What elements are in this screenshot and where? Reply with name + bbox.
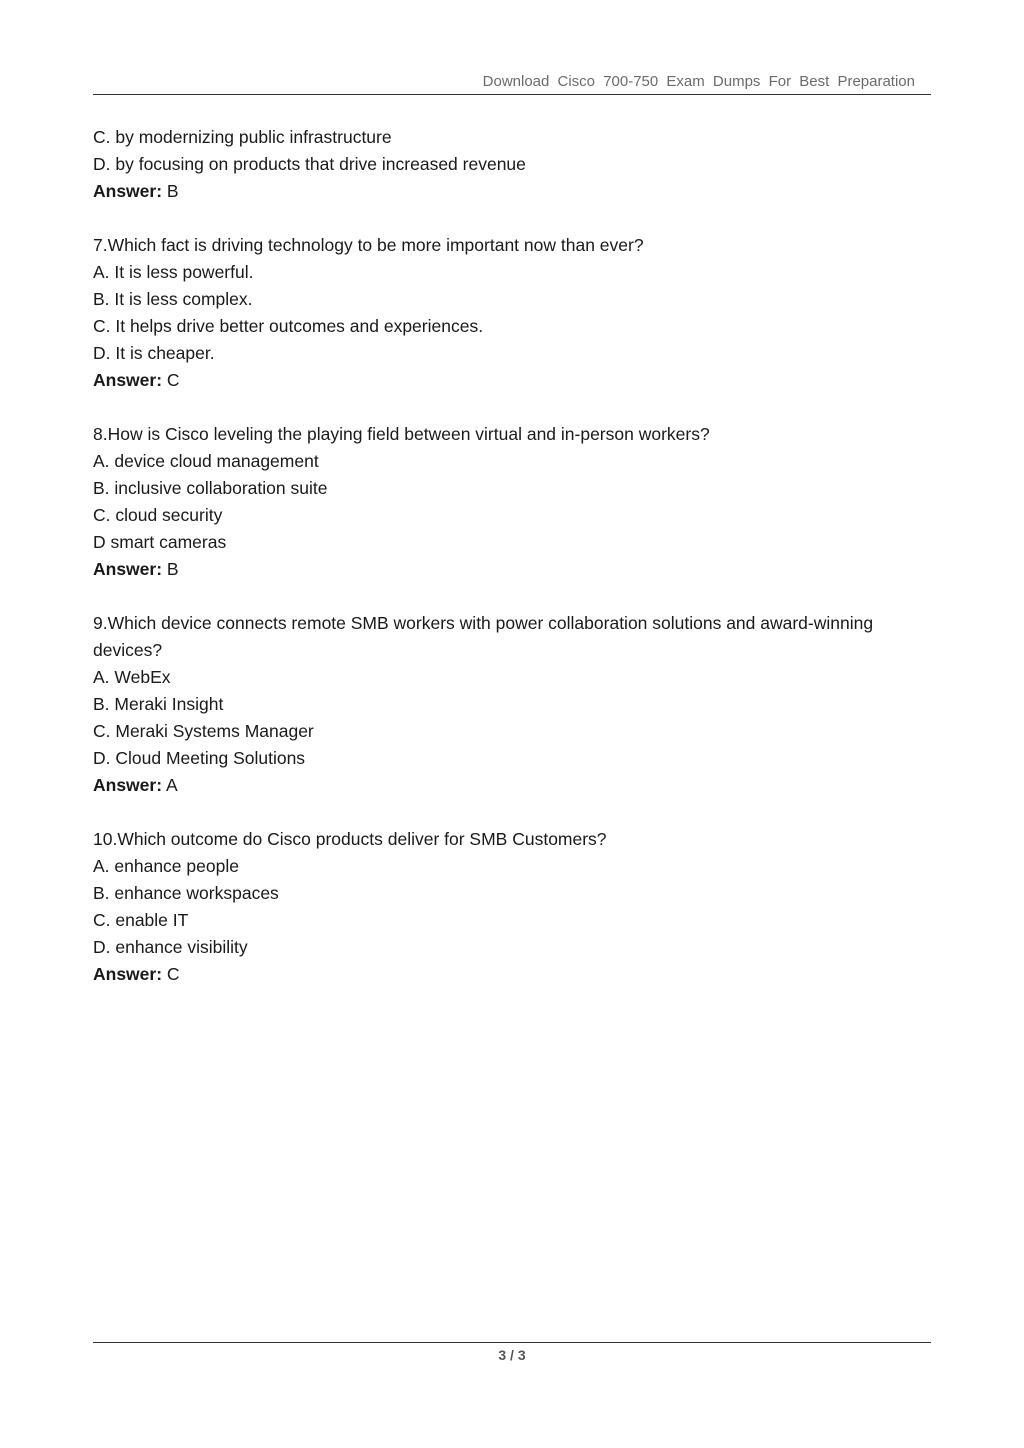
option-c: C. by modernizing public infrastructure <box>93 127 392 147</box>
question-10 <box>93 826 931 988</box>
option-b: B. inclusive collaboration suite <box>93 478 328 498</box>
answer-label: Answer: <box>93 964 163 984</box>
page-number: 3 / 3 <box>498 1347 526 1363</box>
answer-value: B <box>162 181 179 201</box>
answer-label: Answer: <box>93 370 163 390</box>
option-c: C. It helps drive better outcomes and experiences. <box>93 316 484 336</box>
option-a: A. It is less powerful. <box>93 262 254 282</box>
answer-line <box>93 367 931 394</box>
answer-line <box>93 772 931 799</box>
question-7 <box>93 232 931 394</box>
question-text: 9.Which device connects remote SMB workers with power collaboration solutions and award-winning devices? <box>93 613 874 660</box>
option-a: A. device cloud management <box>93 451 319 471</box>
option-a: A. WebEx <box>93 667 171 687</box>
answer-line <box>93 556 931 583</box>
answer-value: A <box>162 775 178 795</box>
option-c: C. Meraki Systems Manager <box>93 721 314 741</box>
answer-label: Answer: <box>93 559 163 579</box>
option-d: D. enhance visibility <box>93 937 248 957</box>
option-b: B. Meraki Insight <box>93 694 224 714</box>
option-c: C. enable IT <box>93 910 189 930</box>
option-b: B. It is less complex. <box>93 289 253 309</box>
option-a: A. enhance people <box>93 856 239 876</box>
answer-label: Answer: <box>93 775 163 795</box>
header-title: Download Cisco 700-750 Exam Dumps For Best Preparation <box>482 73 915 90</box>
question-continuation <box>93 124 931 205</box>
option-d: D. Cloud Meeting Solutions <box>93 748 306 768</box>
answer-line <box>93 178 931 205</box>
question-8 <box>93 421 931 583</box>
page-header <box>93 72 931 95</box>
answer-value: B <box>162 559 179 579</box>
question-text: 10.Which outcome do Cisco products deliver for SMB Customers? <box>93 829 607 849</box>
option-b: B. enhance workspaces <box>93 883 279 903</box>
answer-value: C <box>162 370 180 390</box>
question-text: 7.Which fact is driving technology to be more important now than ever? <box>93 235 644 255</box>
question-text: 8.How is Cisco leveling the playing field between virtual and in-person workers? <box>93 424 710 444</box>
question-9 <box>93 610 931 799</box>
option-c: C. cloud security <box>93 505 223 525</box>
option-d: D smart cameras <box>93 532 227 552</box>
option-d: D. It is cheaper. <box>93 343 215 363</box>
page-footer <box>93 1342 931 1363</box>
answer-line <box>93 961 931 988</box>
document-body <box>93 124 931 1015</box>
answer-label: Answer: <box>93 181 163 201</box>
answer-value: C <box>162 964 180 984</box>
option-d: D. by focusing on products that drive increased revenue <box>93 154 526 174</box>
